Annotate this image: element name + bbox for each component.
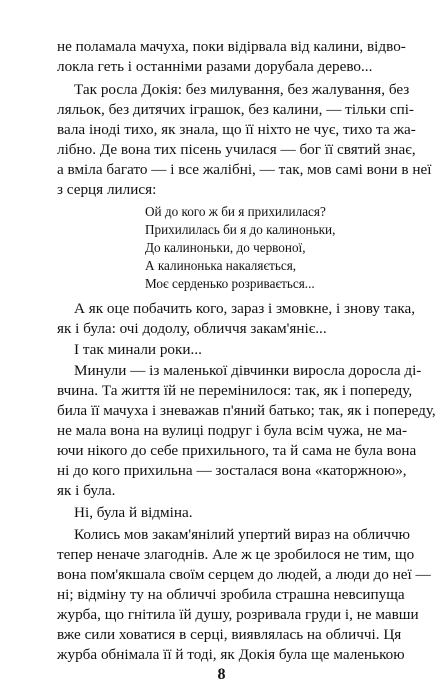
text-line: лібно. Де вона тих пісень училася — бог її святий знає, [57, 141, 416, 158]
text-line: А як оце побачить кого, зараз і змовкне, і знову така, [74, 300, 416, 317]
text-line: локла геть і останніми разами дорубала дерево... [57, 58, 373, 75]
text-line: била її мачуха і зневажав п'яний батько; так, як і попереду, [57, 402, 436, 419]
text-line: ючи нікого до себе прихильного, та й сама не була вона [57, 442, 417, 459]
text-line: ні; відміну ту на обличчі зробила страшна невсипуща [57, 586, 405, 603]
text-line: журба, що гнітила їй душу, розривала груди і, не мавши [57, 606, 419, 623]
verse-line: Прихилилась би я до калиноньки, [145, 222, 336, 237]
text-line: Так росла Докія: без милування, без жалування, без [74, 81, 410, 98]
text-line: вала іноді тихо, як знала, що її ніхто не чує, тихо та жа- [57, 121, 416, 138]
text-line: вчина. Та життя їй не перемінилося: так, як і попереду, [57, 382, 413, 399]
text-line: ляльок, без дитячих іграшок, без калини, — тільки спі- [57, 101, 414, 118]
verse-line: А калинонька накаляється, [145, 258, 297, 273]
text-line: вона пом'якшала своїм серцем до людей, а люди до неї — [57, 566, 431, 583]
text-line: ні до кого прихильна — зосталася вона «каторжною», [57, 462, 407, 479]
text-line: не мала вона на вулиці подруг і була всім чужа, не ма- [57, 422, 408, 439]
verse-line: Ой до кого ж би я прихилилася? [145, 204, 326, 219]
text-line: як і була: очі додолу, обличчя закам'яніє... [57, 320, 327, 337]
text-line: а вміла багато — і все жалібні, — так, мов самі вони в неї [57, 161, 432, 178]
text-line: тепер неначе злагоднів. Але ж це зробилося не тим, що [57, 546, 415, 563]
page-number: 8 [217, 666, 226, 683]
text-line: І так минали роки... [74, 341, 202, 358]
text-line: як і була. [57, 482, 116, 499]
verse-line: До калиноньки, до червоної, [145, 240, 306, 255]
text-line: вже сили ховатися в серці, виявлялась на обличчі. Ця [57, 626, 402, 643]
text-line: журба обнімала її й тоді, як Докія була ще маленькою [57, 646, 405, 663]
text-line: Минули — із маленької дівчинки виросла доросла ді- [74, 362, 422, 379]
text-line: з серця лилися: [57, 181, 157, 198]
text-line: не поламала мачуха, поки відірвала від калини, відво- [57, 38, 406, 55]
text-line: Колись мов закам'янілий упертий вираз на обличчю [74, 526, 410, 543]
verse-line: Моє серденько розривається... [145, 276, 315, 291]
text-line: Ні, була й відміна. [74, 504, 193, 521]
